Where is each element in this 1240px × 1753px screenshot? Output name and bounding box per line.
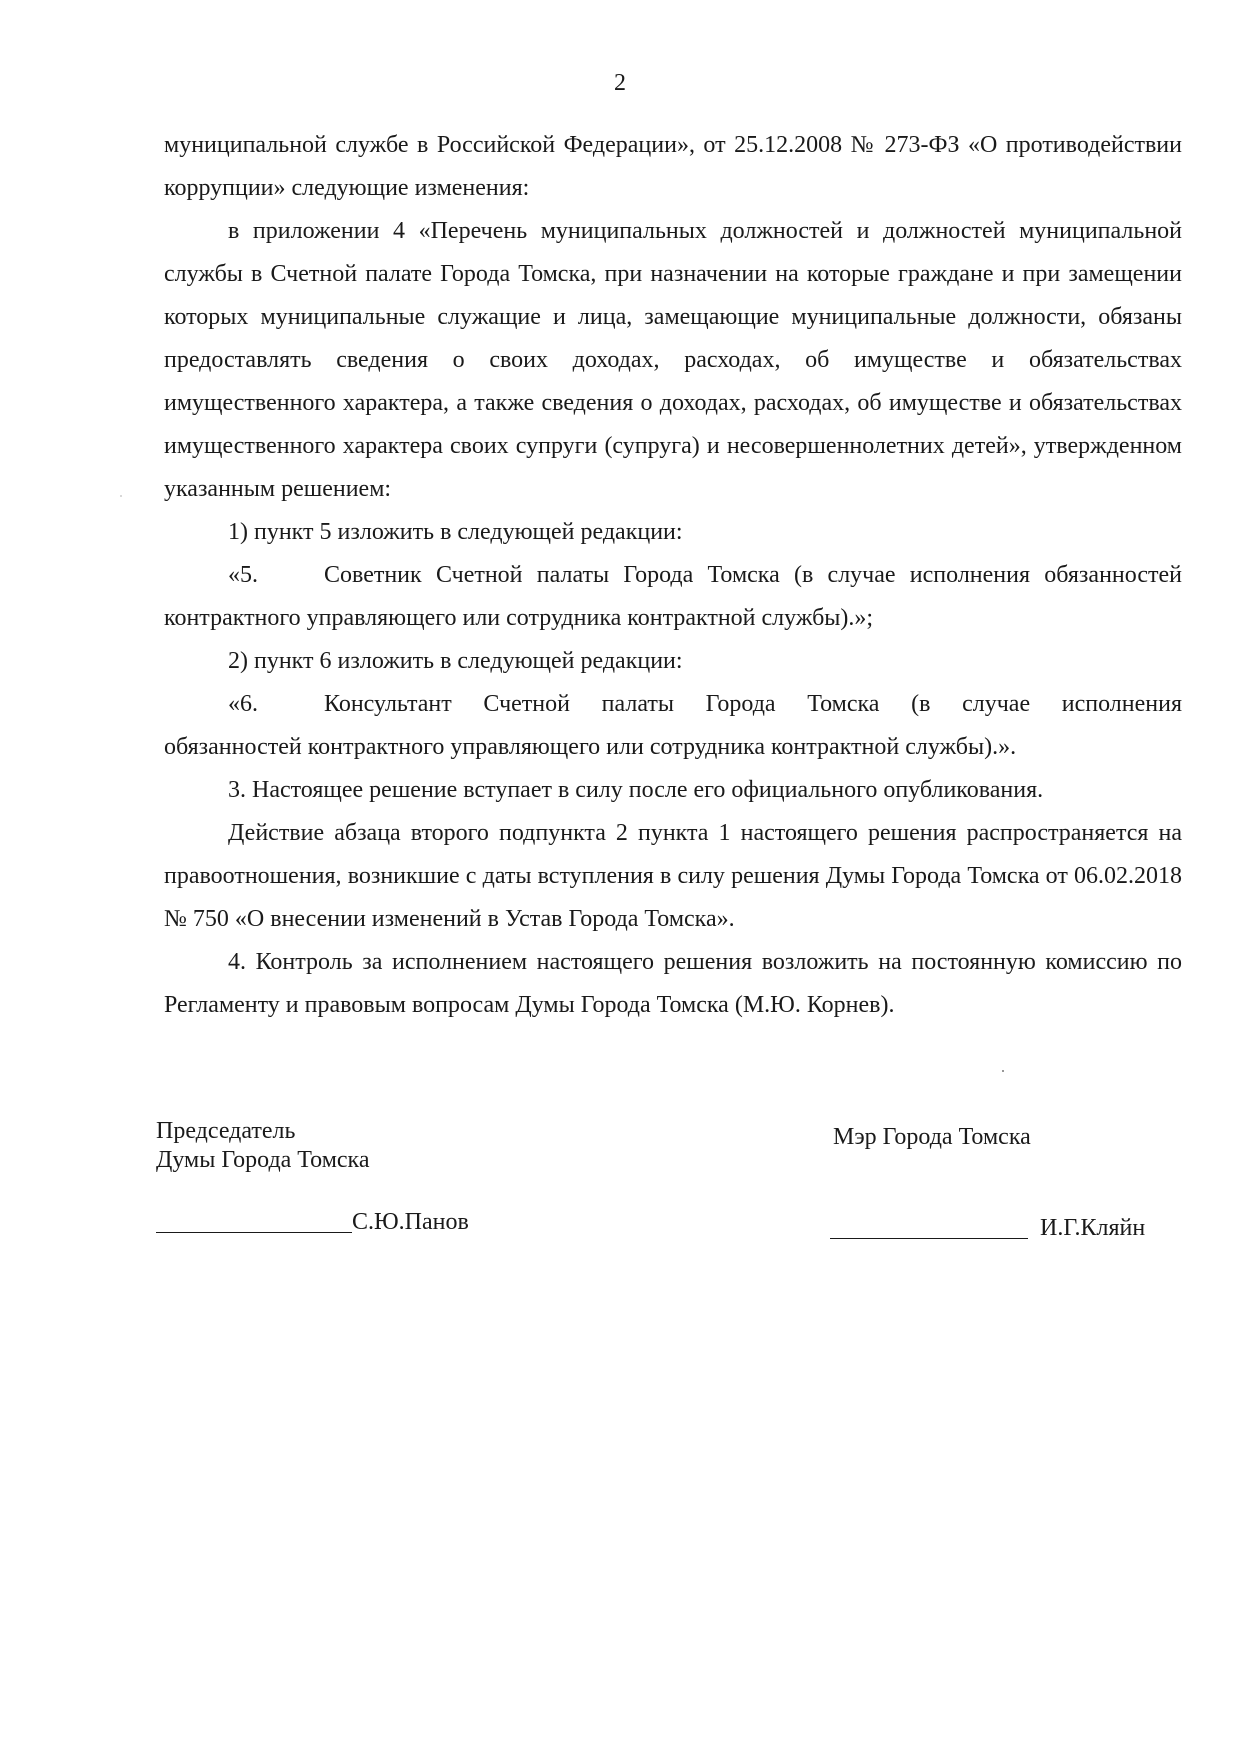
chairman-name: С.Ю.Панов (352, 1209, 469, 1235)
quoted-item-5-continuation: контрактного управляющего или сотрудника контрактной службы).»; (164, 605, 874, 631)
page-number: 2 (614, 70, 626, 96)
scan-speck (1002, 1070, 1004, 1072)
paragraph-item-2: 2) пункт 6 изложить в следующей редакции: (228, 648, 683, 674)
mayor-signature-block (833, 1123, 1031, 1152)
chairman-signature-line (156, 1208, 469, 1237)
paragraph-item-1: 1) пункт 5 изложить в следующей редакции: (228, 519, 683, 545)
document-body (164, 124, 1182, 1027)
quoted-item-6-continuation: обязанностей контрактного управляющего или сотрудника контрактной службы).». (164, 734, 1017, 760)
mayor-name: И.Г.Кляйн (1040, 1215, 1146, 1241)
signature-underline (156, 1210, 352, 1233)
signature-underline (830, 1216, 1028, 1239)
paragraph-intro-continuation: муниципальной службе в Российской Федерации», от 25.12.2008 № 273-ФЗ «О противодействии коррупции» следующие изменения: (164, 132, 1182, 201)
quoted-item-5-first-line (164, 554, 1182, 597)
paragraph-clause-3: 3. Настоящее решение вступает в силу после его официального опубликования. (228, 777, 1044, 803)
scan-speck (120, 495, 122, 497)
chairman-title-line2: Думы Города Томска (156, 1147, 370, 1173)
chairman-title-line1: Председатель (156, 1118, 296, 1144)
mayor-title: Мэр Города Томска (833, 1124, 1031, 1150)
quoted-item-6-first-line (164, 683, 1182, 726)
mayor-signature-line (830, 1214, 1145, 1243)
quoted-item-5-text: Советник Счетной палаты Города Томска (в случае исполнения обязанностей (324, 562, 1182, 588)
quoted-item-6-text: Консультант Счетной палаты Города Томска (в случае исполнения (324, 691, 1182, 717)
paragraph-effect: Действие абзаца второго подпункта 2 пункта 1 настоящего решения распространяется на правоотношения, возникшие с даты вступления в силу решения Думы Города Томска от 06.02.2018 № 750 «О внесении изменений в Устав Города Томска». (164, 820, 1182, 932)
paragraph-clause-4: 4. Контроль за исполнением настоящего решения возложить на постоянную комиссию по Регламенту и правовым вопросам Думы Города Томска (М.Ю. Корнев). (164, 949, 1182, 1018)
chairman-signature-block (156, 1117, 370, 1175)
quoted-item-5-number: «5. (228, 562, 258, 588)
paragraph-appendix-4: в приложении 4 «Перечень муниципальных должностей и должностей муниципальной службы в Счетной палате Города Томска, при назначении на которые граждане и при замещении которых муниципальные служащие и лица, замещающие муниципальные должности, обязаны предоставлять сведения о своих доходах, расходах, об имуществе и обязательствах имущественного характера, а также сведения о доходах, расходах, об имуществе и обязательствах имущественного характера своих супруги (супруга) и несовершеннолетних детей», утвержденном указанным решением: (164, 218, 1182, 502)
quoted-item-6-number: «6. (228, 691, 258, 717)
